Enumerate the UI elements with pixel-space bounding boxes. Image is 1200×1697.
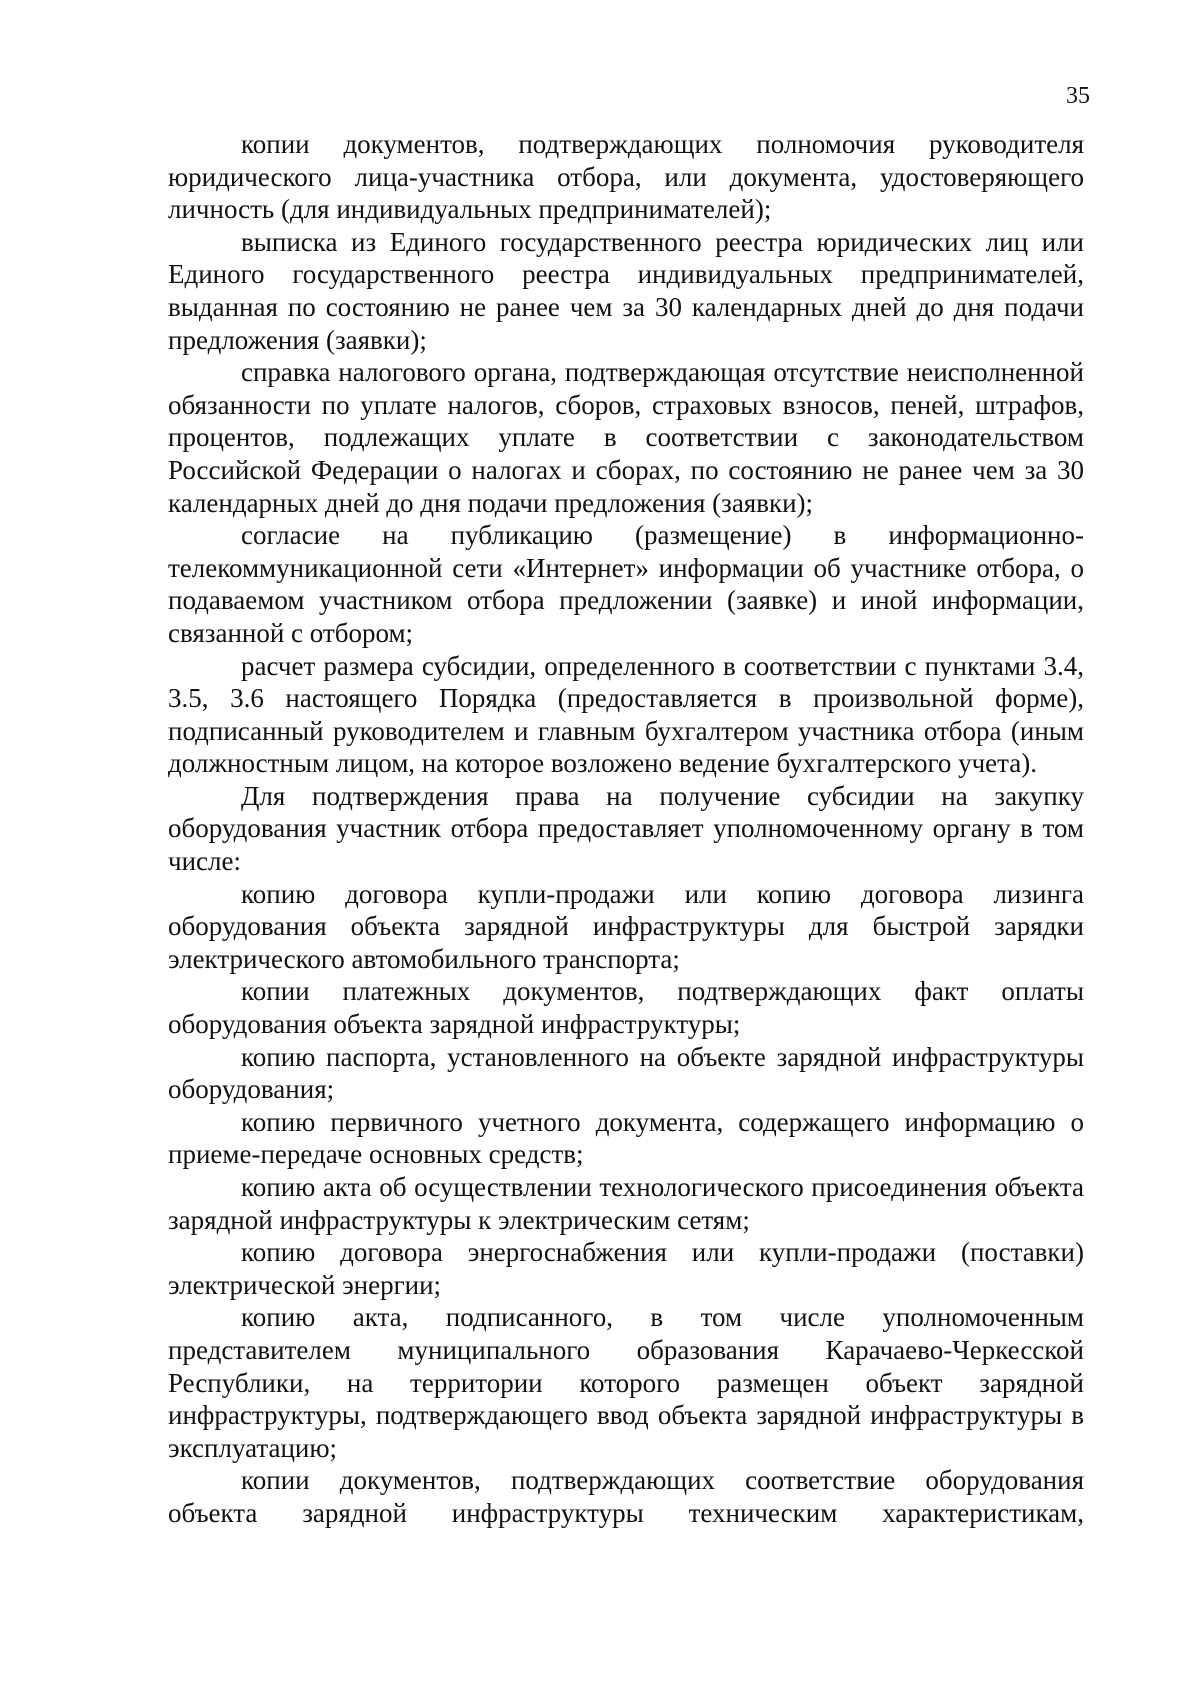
paragraph-technical-compliance-docs: копии документов, подтверждающих соответствие оборудования объекта зарядной инфраструктуры техническим характеристикам,	[168, 1465, 1084, 1528]
paragraph-registry-extract: выписка из Единого государственного реестра юридических лиц или Единого государственного реестра индивидуальных предпринимателей, выданная по состоянию не ранее чем за 30 календарных дней до дня подачи предложения (заявки);	[168, 226, 1084, 355]
paragraph-commissioning-act: копию акта, подписанного, в том числе уполномоченным представителем муниципального образования Карачаево-Черкесской Республики, на территории которого размещен объект зарядной инфраструктуры, подтверждающего ввод объекта зарядной инфраструктуры в эксплуатацию;	[168, 1302, 1084, 1463]
paragraph-sale-or-leasing-contract: копию договора купли-продажи или копию договора лизинга оборудования объекта зарядной инфраструктуры для быстрой зарядки электрического автомобильного транспорта;	[168, 878, 1084, 974]
paragraph-subsidy-calculation: расчет размера субсидии, определенного в соответствии с пунктами 3.4, 3.5, 3.6 настоящего Порядка (предоставляется в произвольной форме), подписанный руководителем и главным бухгалтером участника отбора (иным должностным лицом, на которое возложено ведение бухгалтерского учета).	[168, 650, 1084, 779]
paragraph-publication-consent: согласие на публикацию (размещение) в информационно-телекоммуникационной сети «Интернет» информации об участнике отбора, о подаваемом участником отбора предложении (заявке) и иной информации, связанной с отбором;	[168, 520, 1084, 648]
paragraph-grid-connection-act: копию акта об осуществлении технологического присоединения объекта зарядной инфраструктуры к электрическим сетям;	[168, 1172, 1084, 1235]
paragraph-equipment-purchase-intro: Для подтверждения права на получение субсидии на закупку оборудования участник отбора предоставляет уполномоченному органу в том числе:	[168, 780, 1084, 877]
paragraph-primary-accounting-document: копию первичного учетного документа, содержащего информацию о приеме-передаче основных средств;	[168, 1106, 1084, 1170]
document-body	[168, 128, 1084, 1530]
paragraph-energy-supply-contract: копию договора энергоснабжения или купли-продажи (поставки) электрической энергии;	[168, 1237, 1084, 1300]
page-number: 35	[1066, 83, 1090, 109]
paragraph-tax-certificate: справка налогового органа, подтверждающая отсутствие неисполненной обязанности по уплате налогов, сборов, страховых взносов, пеней, штрафов, процентов, подлежащих уплате в соответствии с законодательством Российской Федерации о налогах и сборах, по состоянию не ранее чем за 30 календарных дней до дня подачи предложения (заявки);	[168, 357, 1084, 518]
paragraph-payment-documents: копии платежных документов, подтверждающих факт оплаты оборудования объекта зарядной инфраструктуры;	[168, 976, 1084, 1040]
paragraph-equipment-passport: копию паспорта, установленного на объекте зарядной инфраструктуры оборудования;	[168, 1041, 1084, 1105]
paragraph-representative-authority-docs: копии документов, подтверждающих полномочия руководителя юридического лица-участника отбора, или документа, удостоверяющего личность (для индивидуальных предпринимателей);	[168, 129, 1084, 225]
